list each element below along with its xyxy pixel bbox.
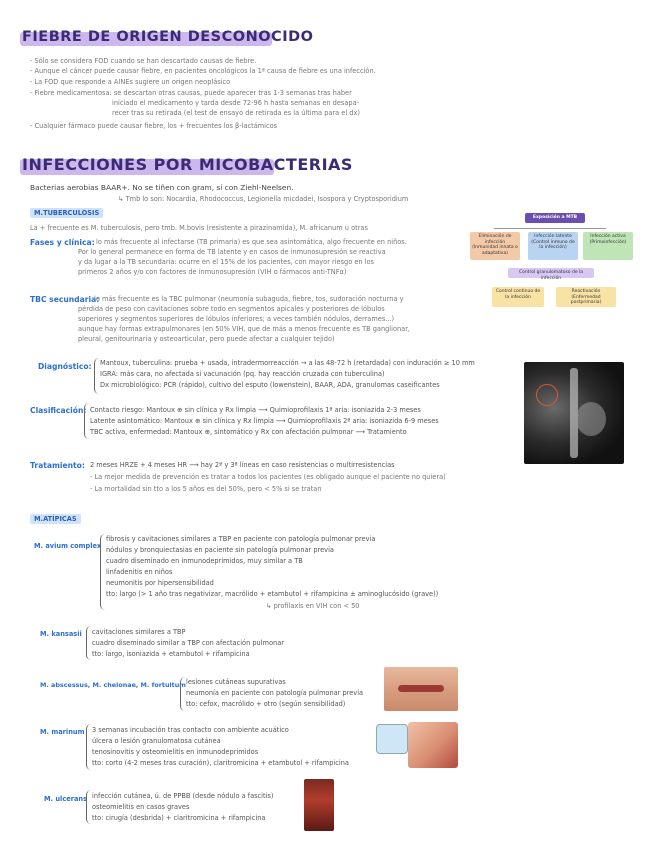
atipicas-badge: M.ATÍPICAS [30,514,81,524]
tbc-secundaria-label: TBC secundaria: [30,295,100,304]
ulcerans-label: M. ulcerans [44,795,88,803]
diagram-active: Infección activa (Primoinfección) [583,232,633,260]
fod-line: - La FOD que responde a AINEs sugiere un origen neoplásico [30,78,231,86]
dx-line: Mantoux, tuberculina: prueba + usada, intradermorreacción → a las 48-72 h (retardada) con induración ≥ 10 mm [100,359,475,367]
fases-line: y da lugar a la TB secundaria: ocurre en el 15% de los pacientes, con mayor riesgo en los [78,258,374,266]
clas-line: TBC activa, enfermedad: Mantoux ⊕, sintomático y Rx con afectación pulmonar ⟶ Tratamiento [90,428,407,436]
brace [86,790,91,824]
abscessus-line: neumonía en paciente con patología pulmonar previa [186,689,364,697]
diagram-connector [494,228,606,229]
marinum-line: úlcera o lesión granulomatosa cutánea [92,737,221,745]
brace [94,358,99,394]
tb-badge: M.TUBERCULOSIS [30,208,103,218]
diagram-continuous-control: Control continuo de la infección [492,287,544,307]
fod-line: - Aunque el cáncer puede causar fiebre, en pacientes oncológicos la 1ª causa de fiebre es una infección. [30,67,376,75]
avium-line: fibrosis y cavitaciones similares a TBP en paciente con patología pulmonar previa [106,535,376,543]
mico-intro: Bacterias aerobias BAAR+. No se tiñen con gram, sí con Ziehl-Neelsen. [30,183,294,192]
mico-title: INFECCIONES POR MICOBACTERIAS [22,155,353,174]
ulcer-image [304,779,334,831]
chest-xray-image [524,362,624,464]
diagram-reactivation: Reactivación (Enfermedad postprimaria) [556,287,616,307]
trat-line: - La mejor medida de prevención es tratar a todos los pacientes (es obligado aunque el paciente no quiera) [90,473,446,481]
fod-line: iniciado el medicamento y tarda desde 72-96 h hasta semanas en desapa- [112,99,360,107]
fod-line: recer tras su retirada (el test de ensayo de retirada es la última para el dx) [112,109,360,117]
brace [100,534,105,610]
fod-line: - Fiebre medicamentosa: se descartan otras causas, puede aparecer tras 1-3 semanas tras haber [30,89,352,97]
kansasii-line: tto: largo, isoniazida + etambutol + rifampicina [92,650,250,658]
lesion-scar-shape [398,685,444,692]
avium-line: neumonitis por hipersensibilidad [106,579,214,587]
ulcerans-line: tto: cirugía (desbrida) + claritromicina + rifampicina [92,814,266,822]
brace [84,403,89,439]
marinum-line: tenosinovitis y osteomielitis en inmunodeprimidos [92,748,259,756]
mico-intro2: ↳ Tmb lo son: Nocardia, Rhodococcus, Legionella micdadei, Isospora y Cryptosporidium [118,195,409,203]
kansasii-line: cavitaciones similares a TBP [92,628,186,636]
avium-line: nódulos y bronquiectasias en paciente sin patología pulmonar previa [106,546,334,554]
fases-label: Fases y clínica: [30,238,95,247]
heart-shape [576,402,606,436]
brace [86,724,91,770]
marinum-label: M. marinum [40,728,85,736]
fases-line: Por lo general permanece en forma de TB latente y en casos de inmunosupresión se reactiva [78,248,386,256]
sec-line: pérdida de peso con cavitaciones sobre todo en segmentos apicales y posteriores de lóbulos [78,305,385,313]
tratamiento-label: Tratamiento: [30,461,85,470]
kansasii-label: M. kansasii [40,630,82,638]
fases-line: lo más frecuente al infectarse (TB primaria) es que sea asintomática, algo frecuente en niños. [96,238,407,246]
hand-lesion-image [408,722,458,768]
clas-line: Contacto riesgo: Mantoux ⊕ sin clínica y Rx limpia ⟶ Quimioprofilaxis 1ª aria: isoniazida 2-3 meses [90,406,421,414]
kansasii-line: cuadro diseminado similar a TBP con afectación pulmonar [92,639,284,647]
avium-line: cuadro diseminado en inmunodeprimidos, muy similar a TB [106,557,303,565]
brace [86,626,91,660]
trat-line: - La mortalidad sin tto a los 5 años es del 50%, pero < 5% si se tratan [90,485,322,493]
marinum-line: tto: corto (4-2 meses tras curación), claritromicina + etambutol + rifampicina [92,759,349,767]
abscessus-label: M. abscessus, M. chelonae, M. fortuitum [40,681,186,689]
abscessus-line: lesiones cutáneas supurativas [186,678,286,686]
marinum-line: 3 semanas incubación tras contacto con ambiente acuático [92,726,289,734]
diagram-exposure: Exposición a MTB [525,213,585,223]
clas-line: Latente asintomático: Mantoux ⊕ sin clínica y Rx limpia ⟶ Quimioprofilaxis 2ª aria: isoniazida 6-9 meses [90,417,439,425]
fod-line: - Sólo se considera FOD cuando se han descartado causas de fiebre. [30,57,257,65]
ulcerans-line: osteomielitis en casos graves [92,803,190,811]
fases-line: primeros 2 años y/o con factores de inmunosupresión (VIH o fármacos anti-TNFα) [78,268,347,276]
ulcerans-line: infección cutánea, ú. de PPBB (desde nódulo a fascitis) [92,792,274,800]
sec-line: pleural, genitourinaria y osteoarticular, pero puede afectar a cualquier tejido) [78,335,335,343]
diagram-latent: Infección latente (Control inmune de la infección) [528,232,578,260]
dx-line: IGRA: más cara, no afectada si vacunación (pq. hay reacción cruzada con tuberculina) [100,370,385,378]
avium-line: ↳ profilaxis en VIH con < 50 [266,602,360,610]
trat-line: 2 meses HRZE + 4 meses HR ⟶ hay 2ª y 3ª líneas en caso resistencias o multirresistencias [90,461,395,469]
skin-lesion-image [384,667,458,711]
clasificacion-label: Clasificación: [30,406,87,415]
fish-tank-image [376,724,408,754]
diagnostico-label: Diagnóstico: [38,362,92,371]
diagram-granuloma: Control granulomatoso de la infección [508,268,594,278]
avium-label: M. avium complex [34,542,102,550]
abscessus-line: tto: cefox, macrólido + otro (según sensibilidad) [186,700,346,708]
sec-line: aunque hay formas extrapulmonares (en 50% VIH, que de más a menos frecuente es TB ganglionar, [78,325,411,333]
diagram-elimination: Eliminación de infección (Inmunidad innata o adaptativa) [470,232,520,260]
tb-line: La + frecuente es M. tuberculosis, pero tmb. M.bovis (resistente a pirazinamida), M. africanum u otras [30,224,368,232]
fod-title: FIEBRE DE ORIGEN DESCONOCIDO [22,29,314,45]
lesion-circle [536,384,558,406]
sec-line: lo más frecuente es la TBC pulmonar (neumonía subaguda, fiebre, tos, sudoración nocturna y [94,295,404,303]
avium-line: tto: largo (> 1 año tras negativizar, macrólido + etambutol + rifampicina ± aminoglucósido (grave)) [106,590,439,598]
fod-line: - Cualquier fármaco puede causar fiebre, los + frecuentes los β-lactámicos [30,122,278,130]
dx-line: Dx microbiológico: PCR (rápido), cultivo del esputo (lowenstein), BAAR, ADA, granulomas caseificantes [100,381,440,389]
avium-line: linfadenitis en niños [106,568,173,576]
sec-line: superiores y segmentos superiores de lóbulos inferiores; a veces también nódulos, derrames...) [78,315,395,323]
brace [180,677,185,711]
